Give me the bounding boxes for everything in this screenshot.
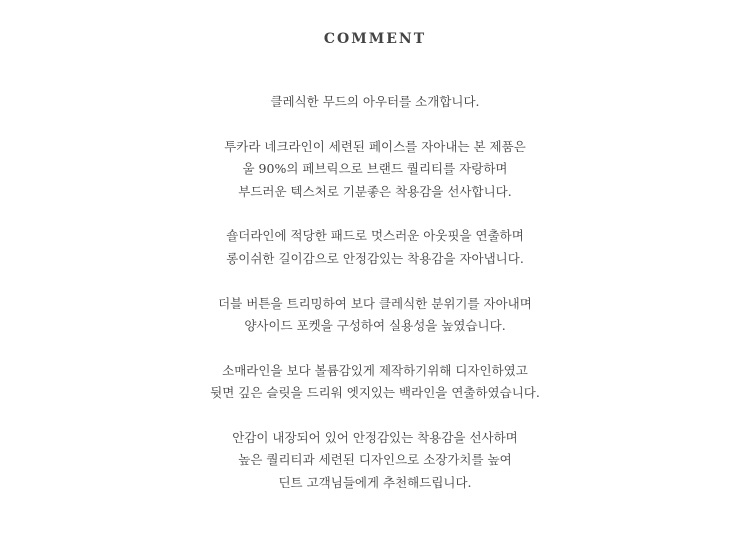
text-line: 롱이쉬한 길이감으로 안정감있는 착용감을 자아냅니다.	[226, 250, 524, 266]
text-line: 숄더라인에 적당한 패드로 멋스러운 아웃핏을 연출하며	[226, 228, 524, 244]
paragraph-lining	[0, 427, 750, 494]
text-line: 소매라인을 보다 볼륨감있게 제작하기위해 디자인하였고	[222, 362, 528, 378]
text-line: 부드러운 텍스처로 기분좋은 착용감을 선사합니다.	[238, 183, 512, 199]
paragraph-shoulder	[0, 225, 750, 270]
text-line: 뒷면 깊은 슬릿을 드리워 엣지있는 백라인을 연출하였습니다.	[210, 385, 540, 401]
paragraph-fabric	[0, 136, 750, 203]
text-line: 투카라 네크라인이 세련된 페이스를 자아내는 본 제품은	[224, 138, 526, 154]
section-title: COMMENT	[323, 31, 427, 47]
text-line: 클레식한 무드의 아우터를 소개합니다.	[270, 94, 480, 109]
paragraph-sleeves	[0, 360, 750, 405]
text-line: 더블 버튼을 트리밍하여 보다 클레식한 분위기를 자아내며	[218, 295, 532, 311]
paragraph-buttons	[0, 293, 750, 338]
text-line: 높은 퀄리티과 세련된 디자인으로 소장가치를 높여	[238, 452, 512, 468]
text-line: 딘트 고객님들에게 추천해드립니다.	[278, 474, 472, 490]
text-line: 양사이드 포켓을 구성하여 실용성을 높였습니다.	[244, 318, 506, 334]
text-line: 안감이 내장되어 있어 안정감있는 착용감을 선사하며	[232, 430, 518, 446]
text-line: 울 90%의 페브릭으로 브랜드 퀄리티를 자랑하며	[242, 161, 508, 177]
paragraph-intro	[0, 91, 750, 113]
comment-body	[0, 91, 750, 494]
